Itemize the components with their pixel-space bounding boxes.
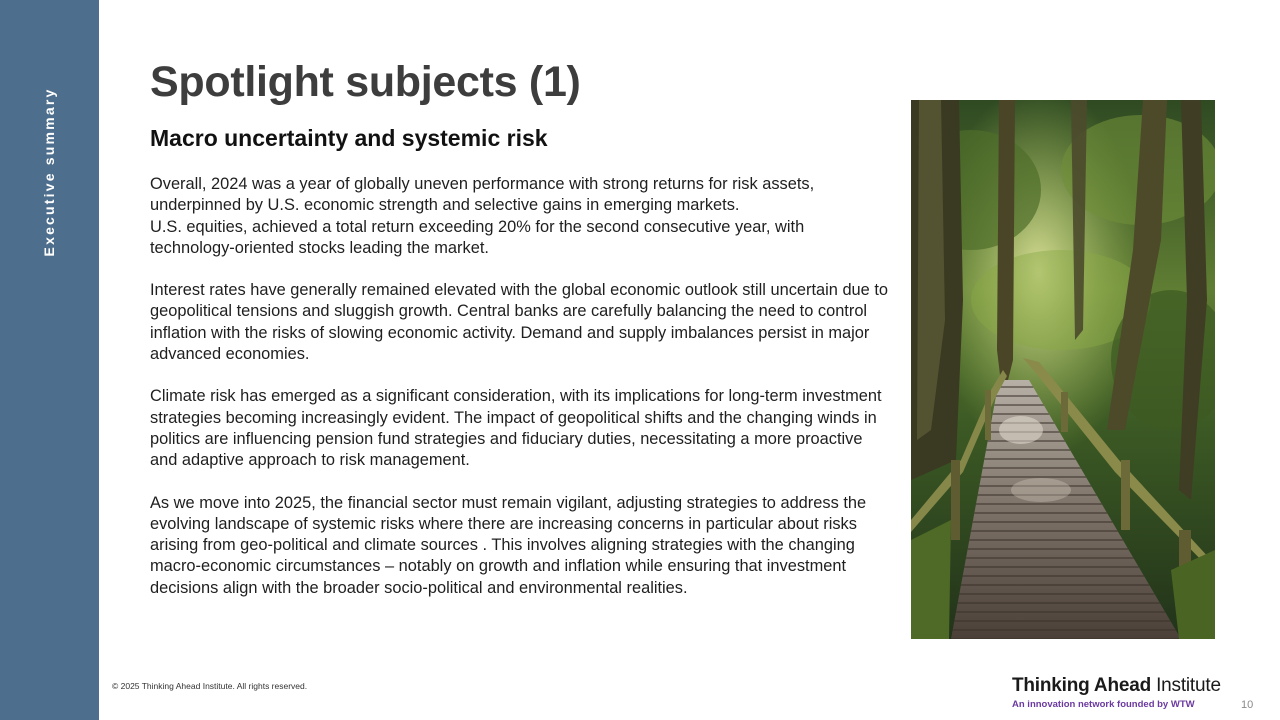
sidebar bbox=[0, 0, 99, 720]
paragraph-2: Interest rates have generally remained elevated with the global economic outlook still uncertain due to geopolitical tensions and sluggish growth. Central banks are carefully balancing the need to control inflation with the risks of slowing economic activity. Demand and supply imbalances persist in major advanced economies. bbox=[150, 281, 889, 364]
slide-subtitle: Macro uncertainty and systemic risk bbox=[150, 125, 548, 151]
forest-boardwalk-photo bbox=[911, 100, 1215, 639]
logo-tagline: An innovation network founded by WTW bbox=[1012, 699, 1195, 710]
logo-name-light: Institute bbox=[1151, 675, 1221, 696]
slide-title: Spotlight subjects (1) bbox=[150, 58, 581, 106]
paragraph-1-sentence-b: U.S. equities, achieved a total return exceeding 20% for the second consecutive year, with technology-oriented stocks leading the market. bbox=[150, 217, 805, 257]
page-number: 10 bbox=[1241, 699, 1254, 711]
institute-logo bbox=[1012, 675, 1232, 710]
logo-name-bold: Thinking Ahead bbox=[1012, 675, 1151, 696]
paragraph-3: Climate risk has emerged as a significant consideration, with its implications for long-term investment strategies becoming increasingly evident. The impact of geopolitical shifts and the changing winds in politics are influencing pension fund strategies and fiduciary duties, necessitating a more proactive and adaptive approach to risk management. bbox=[150, 387, 882, 470]
section-label: Executive summary bbox=[41, 87, 57, 257]
body-text bbox=[150, 174, 890, 620]
paragraph-1-sentence-a: Overall, 2024 was a year of globally uneven performance with strong returns for risk assets, underpinned by U.S. economic strength and selective gains in emerging markets. bbox=[150, 175, 815, 215]
logo-wordmark bbox=[1012, 675, 1232, 697]
paragraph-1 bbox=[150, 174, 890, 259]
paragraph-4: As we move into 2025, the financial sector must remain vigilant, adjusting strategies to address the evolving landscape of systemic risks where there are increasing concerns in particular about risks arising from geo-political and climate sources . This involves aligning strategies with the changing macro-economic circumstances – notably on growth and inflation while ensuring that investment decisions align with the broader socio-political and environmental realities. bbox=[150, 493, 867, 597]
copyright-notice: © 2025 Thinking Ahead Institute. All rights reserved. bbox=[112, 681, 308, 691]
